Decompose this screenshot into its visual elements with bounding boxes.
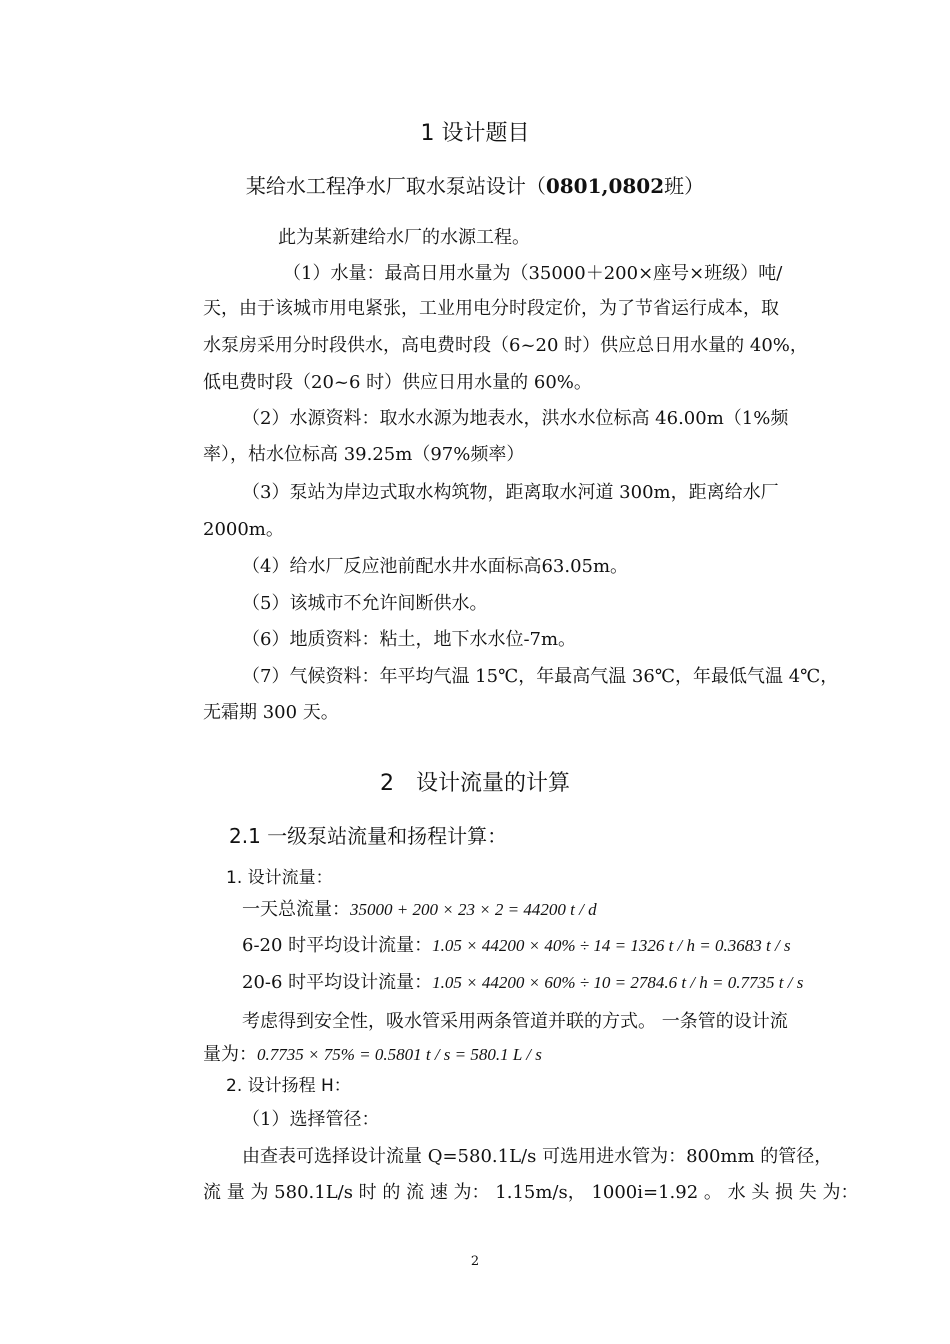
pipe-selection-title: （1）选择管径： xyxy=(242,1109,380,1130)
item-3-line-2: 2000m。 xyxy=(203,519,284,540)
subtitle-class-numbers: 0801,0802 xyxy=(545,174,665,198)
section-heading-2: 2 设计流量的计算 xyxy=(380,771,570,796)
safety-equation: 0.7735 × 75% = 0.5801 t / s = 580.1 L / s xyxy=(257,1045,542,1064)
page-number: 2 xyxy=(470,1254,480,1269)
item-1-line-4: 低电费时段（20~6 时）供应日用水量的 60%。 xyxy=(203,372,592,393)
item-1-line-1: （1）水量：最高日用水量为（35000＋200×座号×班级）吨/ xyxy=(283,263,783,284)
item-6: （6）地质资料：粘土，地下水水位-7m。 xyxy=(242,629,577,650)
avg-flow-20-6-equation: 1.05 × 44200 × 60% ÷ 10 = 2784.6 t / h = 0.7735 t / s xyxy=(432,973,804,992)
safety-label: 量为： xyxy=(203,1044,257,1065)
item-5: （5）该城市不允许间断供水。 xyxy=(242,593,488,614)
total-flow-row xyxy=(242,898,597,922)
item-7-line-1: （7）气候资料：年平均气温 15℃，年最高气温 36℃，年最低气温 4℃， xyxy=(242,666,839,687)
subsection-heading-2-1: 2.1 一级泵站流量和扬程计算： xyxy=(229,824,508,848)
item-7-line-2: 无霜期 300 天。 xyxy=(203,702,339,723)
subtitle-prefix: 某给水工程净水厂取水泵站设计（ xyxy=(245,174,546,198)
subtitle-suffix: 班） xyxy=(664,174,705,198)
avg-flow-20-6-row xyxy=(242,971,803,995)
safety-text-line-1: 考虑得到安全性，吸水管采用两条管道并联的方式。 一条管的设计流 xyxy=(242,1011,788,1032)
total-flow-equation: 35000 + 200 × 23 × 2 = 44200 t / d xyxy=(350,900,597,919)
item-2-line-1: （2）水源资料：取水水源为地表水，洪水水位标高 46.00m（1%频 xyxy=(242,408,789,429)
avg-flow-6-20-label: 6-20 时平均设计流量： xyxy=(242,935,433,956)
pipe-text-line-2: 流 量 为 580.1L/s 时 的 流 速 为： 1.15m/s， 1000i=1.92 。 水 头 损 失 为： xyxy=(203,1182,859,1203)
total-flow-label: 一天总流量： xyxy=(242,899,350,920)
item-4: （4）给水厂反应池前配水井水面标高63.05m。 xyxy=(242,556,629,577)
pipe-text-line-1: 由查表可选择设计流量 Q=580.1L/s 可选用进水管为：800mm 的管径， xyxy=(242,1146,833,1167)
item-1-line-2: 天，由于该城市用电紧张，工业用电分时段定价，为了节省运行成本，取 xyxy=(203,298,779,319)
project-subtitle xyxy=(0,174,950,198)
avg-flow-6-20-equation: 1.05 × 44200 × 40% ÷ 14 = 1326 t / h = 0.3683 t / s xyxy=(432,936,791,955)
design-flow-title: 1. 设计流量： xyxy=(226,868,333,888)
design-head-title: 2. 设计扬程 H： xyxy=(226,1076,351,1096)
item-2-line-2: 率），枯水位标高 39.25m（97%频率） xyxy=(203,444,525,465)
safety-row xyxy=(203,1043,542,1067)
section-heading-1: 1 设计题目 xyxy=(420,121,530,146)
item-1-line-3: 水泵房采用分时段供水，高电费时段（6~20 时）供应总日用水量的 40%， xyxy=(203,335,808,356)
avg-flow-20-6-label: 20-6 时平均设计流量： xyxy=(242,972,433,993)
avg-flow-6-20-row xyxy=(242,934,791,958)
intro-text: 此为某新建给水厂的水源工程。 xyxy=(278,227,530,248)
item-3-line-1: （3）泵站为岸边式取水构筑物，距离取水河道 300m，距离给水厂 xyxy=(242,482,779,503)
